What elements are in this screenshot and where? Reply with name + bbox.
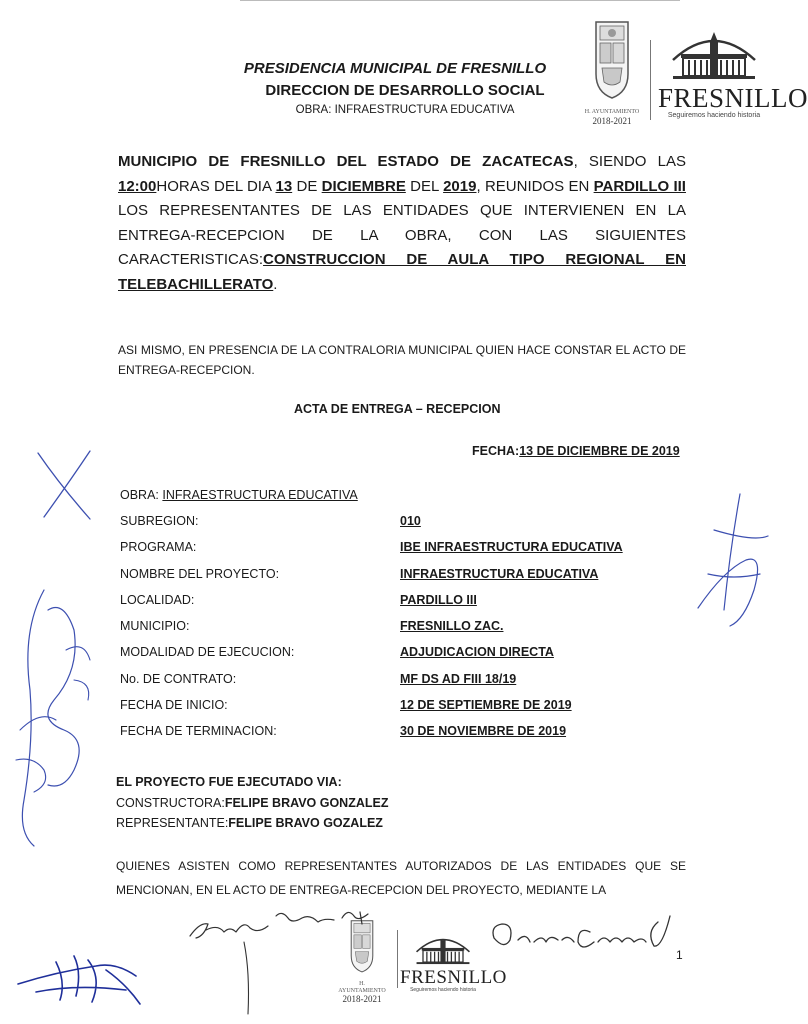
intro-text: , REUNIDOS EN: [476, 177, 594, 195]
header-obra: OBRA: INFRAESTRUCTURA EDUCATIVA: [295, 104, 515, 116]
intro-text: DEL: [405, 177, 444, 195]
fecha-label: FECHA:: [472, 444, 520, 458]
mes: DICIEMBRE: [321, 177, 406, 195]
signature-right-margin: [684, 490, 774, 630]
obra-label: OBRA:: [120, 488, 163, 502]
constructora-label: CONSTRUCTORA:: [116, 795, 225, 810]
hora: 12:00: [118, 177, 157, 195]
logo-tagline: Seguiremos haciendo historia: [667, 112, 761, 119]
field-row: [120, 593, 680, 619]
constructora-line: [116, 793, 388, 814]
representante-line: [116, 813, 388, 834]
field-label: MODALIDAD DE EJECUCION:: [120, 645, 295, 660]
lugar: PARDILLO III: [593, 177, 686, 195]
field-label: FECHA DE TERMINACION:: [120, 724, 277, 739]
header-presidencia: PRESIDENCIA MUNICIPAL DE FRESNILLO: [243, 60, 547, 77]
header-direccion: DIRECCION DE DESARROLLO SOCIAL: [265, 82, 545, 99]
field-label: SUBREGION:: [120, 514, 199, 528]
municipio-text: MUNICIPIO DE FRESNILLO DEL ESTADO DE ZACATECAS: [118, 153, 574, 170]
representante-value: FELIPE BRAVO GOZALEZ: [228, 816, 383, 830]
signature-x-mark: [30, 445, 100, 525]
signature-felipe-bravo: [184, 902, 384, 1022]
field-value: ADJUDICACION DIRECTA: [400, 645, 554, 660]
field-label: FECHA DE INICIO:: [120, 698, 228, 713]
obra-value: INFRAESTRUCTURA EDUCATIVA: [162, 488, 358, 502]
seal-caption: H. AYUNTAMIENTO: [338, 981, 386, 994]
fecha-value: 13 DE DICIEMBRE DE 2019: [519, 444, 680, 458]
fecha-line: [472, 444, 680, 458]
field-row: [120, 698, 680, 724]
field-row: [120, 645, 680, 671]
seal-years: 2018-2021: [342, 994, 382, 1005]
quienes-paragraph: QUIENES ASISTEN COMO REPRESENTANTES AUTORIZADOS DE LAS ENTIDADES QUE SE MENCIONAN, EN EL ACTO DE ENTREGA-RECEPCION DEL PROYECTO, MEDIANTE LA: [116, 859, 686, 897]
ejecucion-block: [116, 772, 388, 834]
constructora-value: FELIPE BRAVO GONZALEZ: [224, 795, 389, 810]
signature-oscar-gaspar: [486, 912, 676, 964]
logo-name: FRESNILLO: [400, 967, 507, 988]
fresnillo-building-icon: [412, 926, 474, 966]
footer-fresnillo-logo: [400, 926, 507, 993]
signature-bottom-left: [16, 942, 146, 1008]
field-value: 12 DE SEPTIEMBRE DE 2019: [400, 698, 572, 713]
field-label: NOMBRE DEL PROYECTO:: [120, 566, 280, 581]
logo-tagline: Seguiremos haciendo historia: [410, 987, 476, 993]
signature-left-margin: [4, 570, 100, 850]
field-value: PARDILLO III: [400, 592, 477, 607]
field-value: IBE INFRAESTRUCTURA EDUCATIVA: [400, 540, 623, 555]
intro-text: DE: [292, 177, 322, 195]
field-label: No. DE CONTRATO:: [120, 671, 237, 686]
intro-text: , SIENDO LAS: [573, 153, 686, 170]
field-label: MUNICIPIO:: [120, 619, 190, 634]
field-value: 30 DE NOVIEMBRE DE 2019: [400, 724, 567, 739]
field-value: FRESNILLO ZAC.: [400, 619, 504, 634]
logo-name: FRESNILLO: [658, 83, 808, 113]
field-row: [120, 514, 680, 540]
coat-of-arms-icon: [590, 18, 634, 104]
contraloria-paragraph: ASI MISMO, EN PRESENCIA DE LA CONTRALORIA MUNICIPAL QUIEN HACE CONSTAR EL ACTO DE ENTREGA-RECEPCION.: [118, 343, 686, 377]
fresnillo-logo: [658, 20, 808, 119]
field-row: [120, 567, 680, 593]
intro-text: .: [273, 275, 278, 293]
field-row: [120, 724, 680, 750]
obra-line: [120, 488, 358, 502]
field-value: 010: [400, 514, 421, 528]
ejecucion-heading: EL PROYECTO FUE EJECUTADO VIA:: [116, 775, 342, 789]
intro-text: LOS REPRESENTANTES DE LAS ENTIDADES QUE INTERVIENEN EN LA ENTREGA-RECEPCION DE LA OBRA, CON LAS SIGUIENTES CARACTERISTICAS:: [118, 202, 686, 268]
logo-divider: [650, 40, 651, 120]
representante-label: REPRESENTANTE:: [116, 816, 229, 830]
fresnillo-building-icon: [669, 20, 759, 82]
municipal-seal: [582, 18, 642, 126]
field-value: INFRAESTRUCTURA EDUCATIVA: [400, 566, 599, 581]
field-row: [120, 672, 680, 698]
footer-logo-divider: [397, 930, 398, 988]
intro-paragraph: [118, 150, 686, 297]
field-value: MF DS AD FIII 18/19: [400, 671, 517, 686]
page-number: 1: [676, 948, 683, 962]
intro-text: HORAS DEL DIA: [156, 177, 276, 195]
acta-title: ACTA DE ENTREGA – RECEPCION: [294, 402, 501, 416]
top-rule: [240, 0, 680, 1]
document-header: [243, 60, 560, 116]
field-label: LOCALIDAD:: [120, 592, 195, 607]
caracteristicas: CONSTRUCCION DE AULA TIPO REGIONAL EN TELEBACHILLERATO: [118, 251, 686, 293]
field-row: [120, 619, 680, 645]
field-label: PROGRAMA:: [120, 540, 197, 555]
seal-caption: H. AYUNTAMIENTO: [584, 109, 640, 115]
project-fields: [120, 514, 680, 751]
seal-years: 2018-2021: [592, 115, 632, 126]
anio: 2019: [443, 177, 477, 195]
dia: 13: [275, 177, 293, 195]
field-row: [120, 540, 680, 566]
